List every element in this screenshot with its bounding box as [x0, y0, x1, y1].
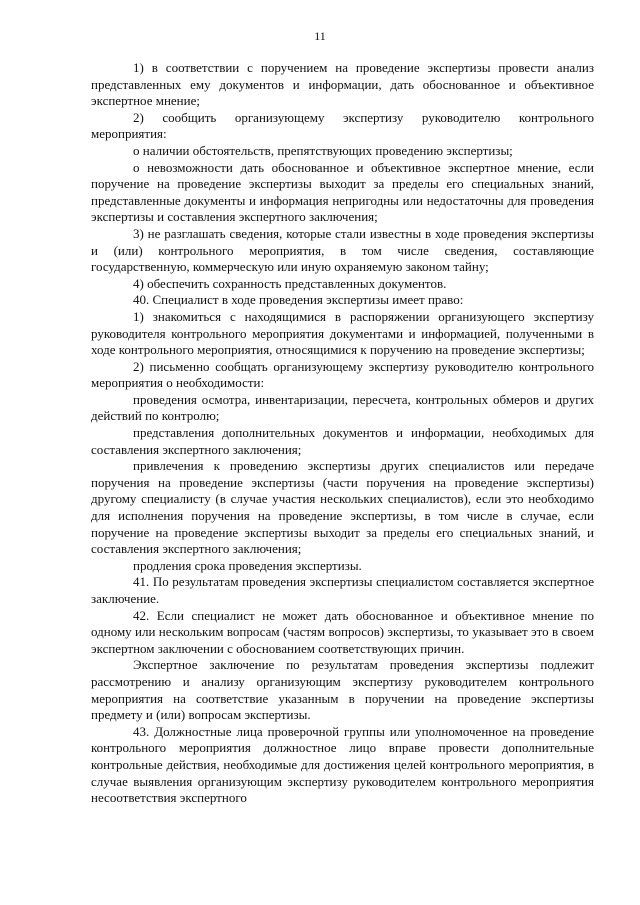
paragraph-item-1-analysis: 1) в соответствии с поручением на проведение экспертизы провести анализ представленных ему документов и информации, дать обоснованное и объективное экспертное мнение; [91, 60, 594, 109]
paragraph-obstacles: о наличии обстоятельств, препятствующих проведению экспертизы; [133, 142, 513, 158]
paragraph-item-2-report: 2) сообщить организующему экспертизу руководителю контрольного мероприятия: [91, 109, 594, 142]
paragraph-involve-specialists: привлечения к проведению экспертизы других специалистов или передаче поручения на проведение экспертизы (части поручения на проведение экспертизы) другому специалисту (в случае участия нескольких специалистов), если это необходимо для исполнения поручения на проведение экспертизы, в том числе в случае, если поручение на проведение экспертизы выходит за пределы его специальных знаний, и составления экспертного заключения; [91, 458, 594, 557]
paragraph-conclusion-review: Экспертное заключение по результатам проведения экспертизы подлежит рассмотрению и анализу организующим экспертизу руководителем контрольного мероприятия на соответствие указанным в поручении на проведение экспертизы предмету и (или) вопросам экспертизы. [91, 657, 594, 723]
paragraph-clause-41: 41. По результатам проведения экспертизы специалистом составляется экспертное заключение. [91, 574, 594, 606]
paragraph-impossibility: о невозможности дать обоснованное и объективное экспертное мнение, если поручение на проведение экспертизы выходит за пределы его специальных знаний, представленные документы и информация непригодны или недостаточны для проведения экспертизы и составления экспертного заключения; [91, 159, 594, 225]
paragraph-item-4-safekeeping: 4) обеспечить сохранность представленных документов. [133, 275, 447, 291]
page-number: 11 [314, 29, 326, 43]
paragraph-clause-40-item-2: 2) письменно сообщать организующему экспертизу руководителю контрольного мероприятия о необходимости: [91, 358, 594, 391]
paragraph-item-3-confidentiality: 3) не разглашать сведения, которые стали известны в ходе проведения экспертизы и (или) контрольного мероприятия, в том числе сведения, составляющие государственную, коммерческую или иную охраняемую законом тайну; [91, 225, 594, 275]
paragraph-additional-documents: представления дополнительных документов и информации, необходимых для составления экспертного заключения; [91, 425, 594, 457]
paragraph-clause-40-item-1: 1) знакомиться с находящимися в распоряжении организующего экспертизу руководителя контрольного мероприятия документами и информацией, полученными в ходе контрольного мероприятия, относящимися к поручению на проведение экспертизы; [91, 308, 594, 358]
paragraph-clause-40: 40. Специалист в ходе проведения экспертизы имеет право: [133, 292, 464, 308]
paragraph-clause-43: 43. Должностные лица проверочной группы или уполномоченное на проведение контрольного мероприятия должностное лицо вправе провести дополнительные контрольные действия, необходимые для достижения целей контрольного мероприятия, в случае выявления организующим экспертизу руководителем контрольного мероприятия несоответствия экспертного [91, 723, 594, 806]
paragraph-inspection: проведения осмотра, инвентаризации, пересчета, контрольных обмеров и других действий по контролю; [91, 391, 594, 424]
document-body [91, 60, 594, 807]
paragraph-clause-42: 42. Если специалист не может дать обоснованное и объективное мнение по одному или нескольким вопросам (частям вопросов) экспертизы, то указывает это в своем экспертном заключении с обоснованием соответствующих причин. [91, 607, 594, 656]
paragraph-extend-term: продления срока проведения экспертизы. [133, 557, 362, 573]
